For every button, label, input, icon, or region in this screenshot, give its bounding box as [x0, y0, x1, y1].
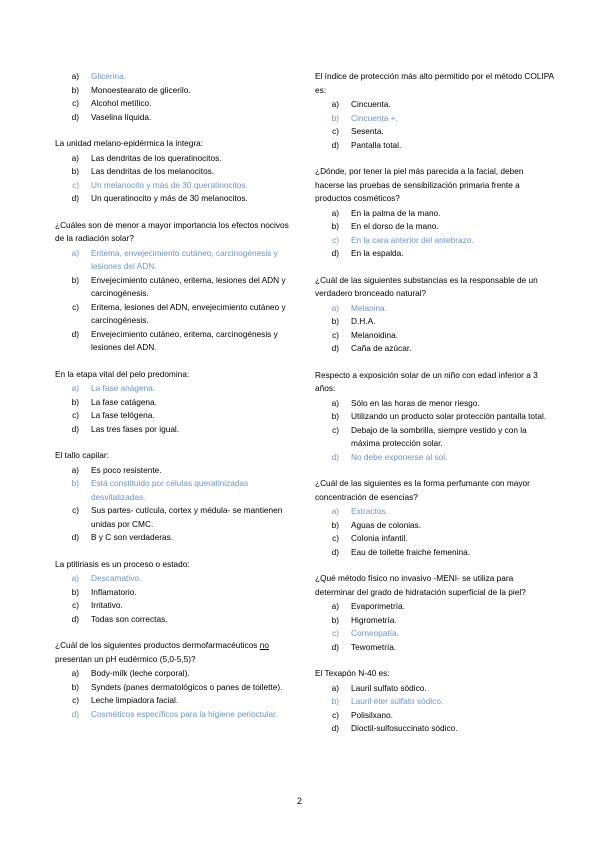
option-letter: b) — [71, 586, 79, 597]
option-letter: c) — [332, 234, 339, 245]
question-block — [55, 137, 295, 206]
option-letter: c) — [72, 301, 79, 312]
option-text: B y C son verdaderas. — [91, 532, 174, 542]
option-letter: b) — [331, 519, 339, 530]
option-letter: a) — [331, 682, 339, 693]
question-text: La ptitiriasis es un proceso o estado: — [55, 558, 190, 569]
option-text: Las tres fases por igual. — [91, 423, 180, 434]
answer-option — [315, 451, 555, 465]
answer-option — [55, 111, 295, 125]
option-text-correct: Un melanocito y más de 30 queratinocitos. — [91, 179, 248, 190]
option-text: Es poco resistente. — [91, 464, 162, 475]
option-text: Sus partes- cutícula, cortex y médula- se mantienen unidas por CMC. — [91, 505, 283, 529]
answer-option — [315, 315, 555, 329]
answer-option — [315, 682, 555, 696]
option-text-correct: Cincuenta +. — [351, 112, 398, 123]
option-letter: a) — [331, 506, 339, 516]
answer-option — [55, 708, 295, 722]
option-letter: b) — [71, 478, 79, 488]
question-text: ¿Cuál de las siguientes substancias es la responsable de un verdadero bronceado natural? — [315, 274, 538, 298]
answer-option — [315, 220, 555, 234]
option-text-correct: No debe exponerse al sol. — [351, 451, 448, 462]
option-letter: a) — [331, 207, 339, 218]
question-block — [315, 369, 555, 465]
option-letter: a) — [71, 573, 79, 583]
question-text: En la etapa vital del pelo predomina: — [55, 368, 190, 379]
answer-option — [315, 207, 555, 221]
answer-option — [315, 112, 555, 126]
option-text-correct: Lauril éter sulfato sódico. — [351, 696, 444, 706]
option-text: Polisilxano. — [351, 709, 393, 720]
answer-option — [315, 397, 555, 411]
answer-option — [55, 301, 295, 328]
answer-option — [315, 247, 555, 261]
option-letter: c) — [72, 410, 79, 420]
option-text: Caña de azúcar. — [351, 343, 412, 353]
option-text: Pantalla total. — [351, 139, 402, 150]
answer-option — [315, 600, 555, 614]
option-text: Eau de toilette fraiche femenina. — [351, 546, 470, 557]
question-text-part: presentan un pH eudérmico (5,0-5,5)? — [55, 653, 196, 664]
option-letter: a) — [71, 71, 79, 81]
option-letter: d) — [71, 111, 79, 122]
answer-option — [315, 302, 555, 316]
option-text-correct: La fase anágena. — [91, 383, 156, 393]
answer-option — [55, 409, 295, 423]
question-block — [55, 368, 295, 437]
option-letter: c) — [332, 126, 339, 136]
option-letter: b) — [331, 316, 339, 326]
option-text: Inflamatorio. — [91, 586, 137, 597]
option-letter: a) — [71, 464, 79, 475]
option-text-correct: Glicerina. — [91, 71, 127, 81]
option-text: Sesenta. — [351, 126, 384, 136]
question-text: La unidad melano-epidérmica la integra: — [55, 138, 204, 148]
option-letter: c) — [72, 98, 79, 108]
option-letter: b) — [71, 681, 79, 692]
answer-option — [55, 179, 295, 193]
answer-option — [55, 681, 295, 695]
option-letter: a) — [71, 152, 79, 163]
option-letter: c) — [72, 695, 79, 705]
option-text: Colonia infantil. — [351, 533, 408, 543]
option-letter: a) — [331, 302, 339, 313]
option-text: Sólo en las horas de menor riesgo. — [351, 397, 480, 408]
option-text: La fase catágena. — [91, 396, 157, 407]
option-letter: d) — [71, 613, 79, 624]
option-text-correct: Extractos. — [351, 506, 388, 516]
answer-option — [55, 192, 295, 206]
option-letter: d) — [331, 248, 339, 258]
option-letter: b) — [331, 696, 339, 706]
answer-option — [55, 531, 295, 545]
option-text: En el dorso de la mano. — [351, 221, 439, 231]
option-letter: b) — [71, 396, 79, 407]
option-letter: b) — [71, 84, 79, 95]
question-block — [315, 70, 555, 152]
question-block — [55, 558, 295, 627]
option-text: Utilizando un producto solar protección pantalla total. — [351, 411, 547, 421]
answer-option — [55, 97, 295, 111]
option-letter: c) — [72, 600, 79, 610]
question-block — [315, 477, 555, 559]
option-letter: d) — [71, 708, 79, 719]
answer-option — [55, 572, 295, 586]
answer-option — [315, 627, 555, 641]
option-letter: d) — [331, 343, 339, 353]
answer-option — [55, 464, 295, 478]
option-text: Melanoidina. — [351, 329, 399, 340]
question-text: ¿Dónde, por tener la piel más parecida a la facial, deben hacerse las pruebas de sensibilización primaria frente a productos cosméticos? — [315, 166, 524, 203]
option-letter: a) — [71, 668, 79, 678]
answer-option — [55, 152, 295, 166]
answer-option — [55, 165, 295, 179]
option-letter: b) — [331, 221, 339, 231]
answer-option — [55, 694, 295, 708]
answer-option — [55, 382, 295, 396]
answer-option — [55, 667, 295, 681]
question-block — [55, 639, 295, 721]
question-block — [55, 70, 295, 124]
option-text: Higrometría. — [351, 614, 397, 625]
option-text: Las dendritas de los queratinocitos. — [91, 152, 222, 163]
option-letter: d) — [331, 451, 339, 462]
option-text-correct: Cosméticos específicos para la higiene perioctular. — [91, 708, 278, 719]
option-text: Las dendritas de los melanocitos. — [91, 166, 215, 176]
answer-option — [55, 247, 295, 274]
answer-option — [315, 709, 555, 723]
page-number: 2 — [296, 796, 302, 806]
question-text — [55, 639, 295, 666]
option-letter: d) — [331, 139, 339, 150]
answer-option — [315, 532, 555, 546]
option-letter: c) — [332, 628, 339, 638]
answer-option — [55, 423, 295, 437]
option-text: En la palma de la mano. — [351, 207, 441, 218]
option-letter: a) — [331, 397, 339, 408]
option-letter: c) — [72, 505, 79, 515]
option-letter: c) — [72, 179, 79, 190]
answer-option — [315, 722, 555, 736]
option-letter: d) — [331, 641, 339, 652]
answer-option — [315, 234, 555, 248]
option-text: Debajo de la sombrilla, siempre vestido y con la máxima protección solar. — [351, 424, 527, 448]
answer-option — [315, 125, 555, 139]
question-block — [315, 572, 555, 654]
option-letter: d) — [71, 193, 79, 203]
option-text: Alcohol metílico. — [91, 98, 152, 108]
option-letter: c) — [332, 709, 339, 720]
answer-option — [315, 98, 555, 112]
option-text: Monoestearato de glicerilo. — [91, 84, 191, 95]
option-text: En la espalda. — [351, 248, 404, 258]
answer-option — [315, 410, 555, 424]
answer-option — [55, 504, 295, 531]
option-text-correct: Descamativo. — [91, 573, 142, 583]
answer-option — [315, 519, 555, 533]
option-text-correct: Corneopatía. — [351, 628, 399, 638]
option-text: Body-milk (leche corporal). — [91, 668, 190, 678]
option-letter: d) — [331, 546, 339, 557]
answer-option — [315, 695, 555, 709]
option-text-correct: En la cara anterior del antebrazo. — [351, 234, 474, 245]
option-text: Syndets (panes dermatológicos o panes de toilette). — [91, 681, 283, 692]
answer-option — [55, 477, 295, 504]
option-letter: b) — [331, 112, 339, 123]
option-text: Envejecimiento cutáneo, eritema, carcinogénesis y lesiones del ADN. — [91, 328, 278, 352]
question-text: ¿Cuál de las siguientes es la forma perfumante con mayor concentración de esencias? — [315, 478, 530, 502]
answer-option — [55, 599, 295, 613]
question-text: ¿Cuáles son de menor a mayor importancia los efectos nocivos de la radiación solar? — [55, 219, 289, 243]
option-text-correct: Melanina. — [351, 302, 387, 313]
option-letter: d) — [71, 328, 79, 339]
answer-option — [315, 342, 555, 356]
left-column — [55, 70, 295, 721]
option-letter: b) — [331, 411, 339, 421]
question-block — [315, 274, 555, 356]
option-letter: c) — [332, 533, 339, 543]
option-letter: d) — [71, 532, 79, 542]
answer-option — [315, 546, 555, 560]
option-letter: c) — [332, 424, 339, 435]
question-text: ¿Qué método físico no invasivo -MENI- se utiliza para determinar del grado de hidratación superficial de la piel? — [315, 573, 526, 597]
answer-option — [315, 614, 555, 628]
answer-option — [55, 396, 295, 410]
option-text: Un queratinocito y más de 30 melanocitos. — [91, 193, 248, 203]
option-letter: a) — [331, 601, 339, 611]
option-letter: d) — [331, 723, 339, 733]
question-block — [55, 219, 295, 355]
answer-option — [315, 139, 555, 153]
option-letter: a) — [71, 247, 79, 258]
answer-option — [55, 274, 295, 301]
answer-option — [55, 613, 295, 627]
question-text: El Texapón N-40 es: — [315, 668, 390, 678]
option-text: Lauril sulfato sódico. — [351, 682, 427, 693]
option-text: Aguas de colonias. — [351, 519, 422, 530]
option-text: D.H.A. — [351, 316, 376, 326]
option-text: Eritema, lesiones del ADN, envejecimiento cutáneo y carcinogénesis. — [91, 301, 286, 325]
option-text: Leche limpiadora facial. — [91, 695, 179, 705]
option-text: Dioctil-sulfosuccinato sódico. — [351, 723, 458, 733]
answer-option — [315, 329, 555, 343]
answer-option — [315, 505, 555, 519]
option-text: Todas son correctas. — [91, 613, 168, 624]
question-block — [55, 449, 295, 545]
question-text: El índice de protección más alto permitido por el método COLIPA es: — [315, 71, 554, 95]
right-column — [315, 70, 555, 736]
option-letter: c) — [332, 329, 339, 340]
option-letter: b) — [331, 614, 339, 625]
answer-option — [55, 84, 295, 98]
option-text: Evaporimetría. — [351, 601, 405, 611]
option-text: Envejecimiento cutáneo, eritema, lesiones del ADN y carcinogénesis. — [91, 274, 286, 298]
option-text-correct: Eritema, envejecimiento cutáneo, carcinogénesis y lesiones del ADN. — [91, 247, 278, 271]
question-text: Respecto a exposición solar de un niño con edad inferior a 3 años: — [315, 369, 538, 393]
question-text: El tallo capilar: — [55, 450, 109, 460]
question-block — [315, 165, 555, 261]
question-block — [315, 667, 555, 736]
question-text-underlined: no — [259, 640, 269, 650]
answer-option — [315, 641, 555, 655]
option-text: Irritativo. — [91, 600, 123, 610]
option-text: Vaselina líquida. — [91, 111, 152, 122]
answer-option — [315, 424, 555, 451]
answer-option — [55, 328, 295, 355]
option-text: Tewometría. — [351, 641, 397, 652]
answer-option — [55, 586, 295, 600]
answer-option — [55, 70, 295, 84]
option-letter: a) — [331, 99, 339, 109]
option-letter: b) — [71, 166, 79, 176]
option-letter: a) — [71, 383, 79, 393]
option-text-correct: Está constituido por células queratinizadas desvitalizadas. — [91, 478, 249, 502]
question-text-part: ¿Cuál de los siguientes productos dermofarmacéuticos — [55, 640, 260, 650]
option-text: La fase telógena. — [91, 410, 155, 420]
option-text: Cincuenta. — [351, 99, 391, 109]
option-letter: b) — [71, 274, 79, 285]
option-letter: d) — [71, 423, 79, 434]
